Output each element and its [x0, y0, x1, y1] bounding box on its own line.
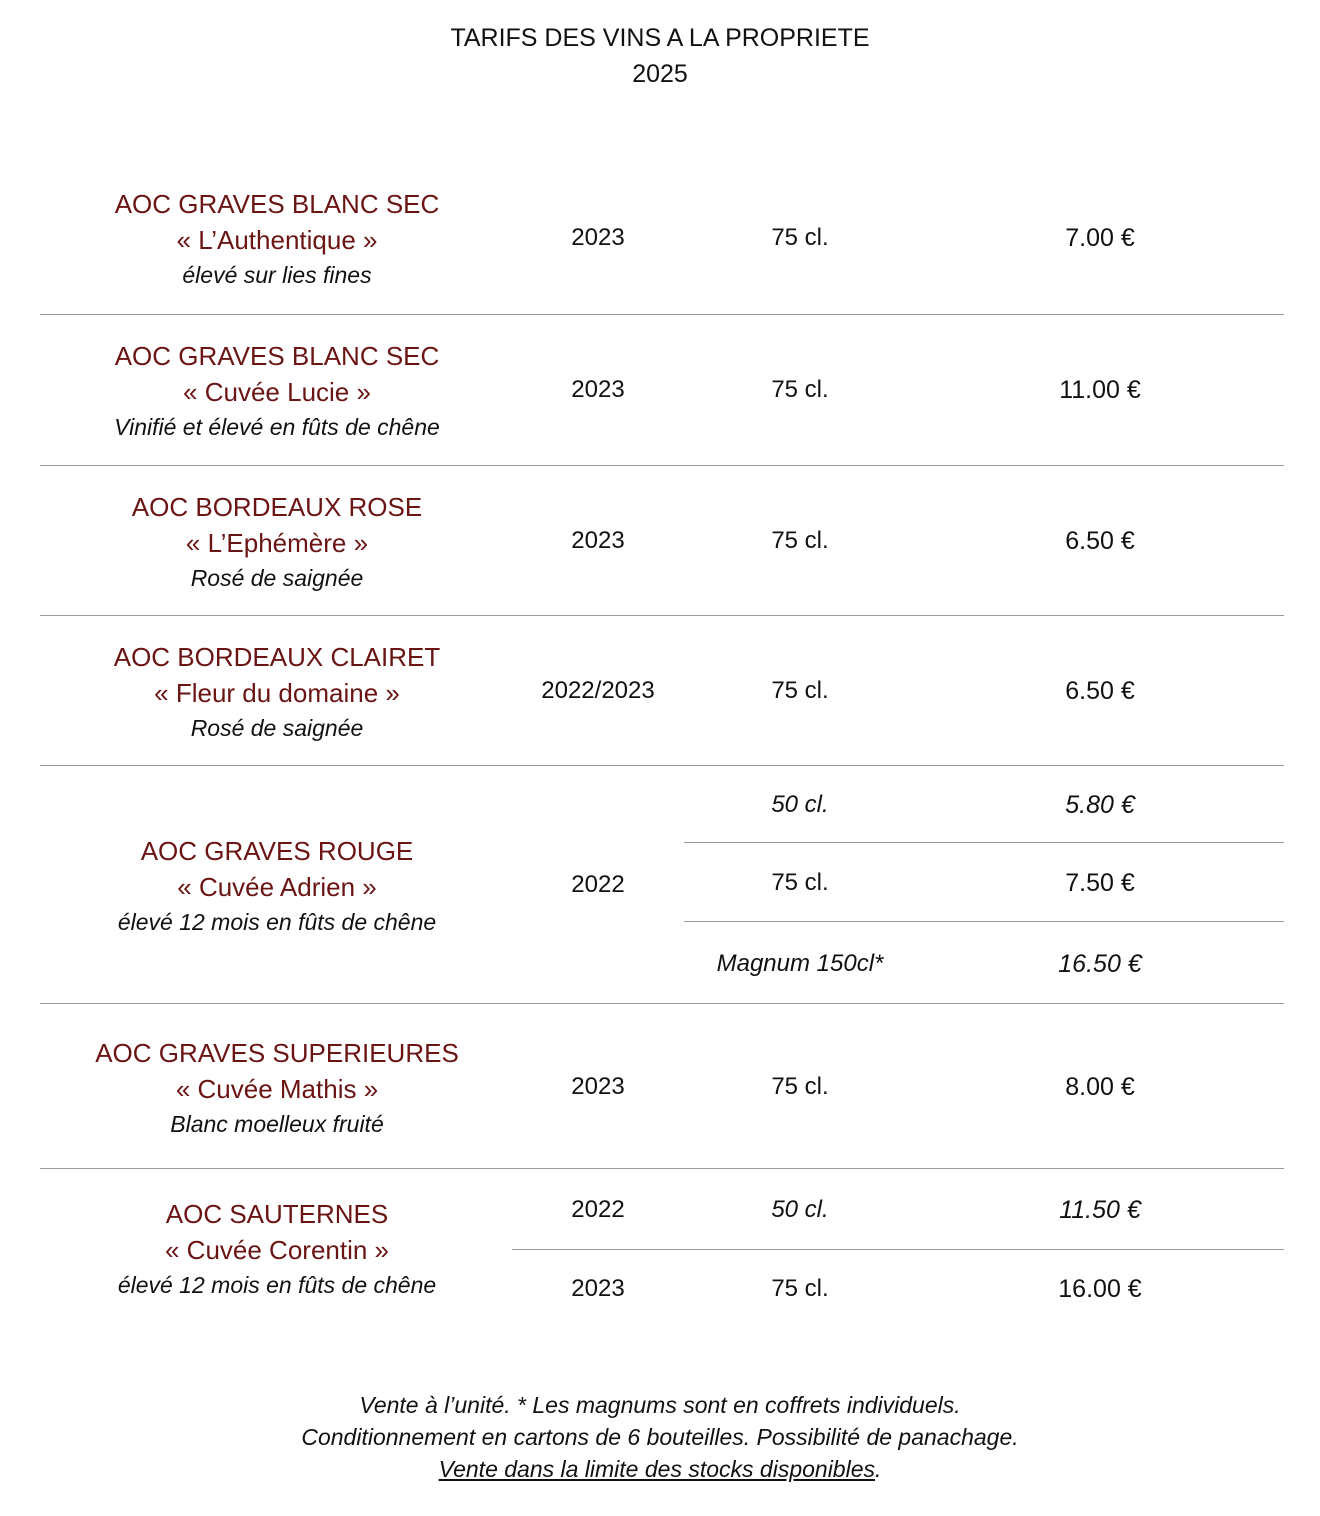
vintage: 2022	[571, 871, 625, 898]
appellation: AOC BORDEAUX CLAIRET	[113, 642, 441, 672]
stock-limit-text: Vente dans la limite des stocks disponibles	[438, 1456, 875, 1482]
row-divider	[40, 1003, 1284, 1004]
volume: 75 cl.	[771, 527, 829, 554]
price: 7.50 €	[1065, 869, 1135, 897]
cuvee-name: « Cuvée Corentin »	[164, 1235, 390, 1265]
appellation: AOC BORDEAUX ROSE	[131, 492, 423, 522]
volume: 75 cl.	[771, 224, 829, 251]
volume: 75 cl.	[771, 1073, 829, 1100]
footer-note-stock	[0, 1456, 1320, 1483]
cuvee-name: « Cuvée Adrien »	[177, 872, 377, 902]
row-divider	[40, 1168, 1284, 1169]
wine-label-lucie	[40, 338, 514, 444]
row-divider	[40, 465, 1284, 466]
wine-description: élevé 12 mois en fûts de chêne	[117, 1272, 437, 1298]
price: 6.50 €	[1065, 677, 1135, 705]
vintage: 2023	[571, 1073, 625, 1100]
wine-description: élevé sur lies fines	[182, 262, 372, 288]
wine-description: Blanc moelleux fruité	[170, 1111, 384, 1137]
volume: 75 cl.	[771, 869, 829, 896]
price: 11.50 €	[1059, 1196, 1141, 1224]
wine-description: élevé 12 mois en fûts de chêne	[117, 909, 437, 935]
footer-note-unit-sale: Vente à l’unité. * Les magnums sont en coffrets individuels.	[359, 1392, 961, 1418]
volume: 75 cl.	[771, 1275, 829, 1302]
price: 7.00 €	[1065, 224, 1135, 252]
volume: 75 cl.	[771, 376, 829, 403]
row-divider	[40, 615, 1284, 616]
price: 8.00 €	[1065, 1073, 1135, 1101]
wine-description: Rosé de saignée	[190, 565, 364, 591]
price: 11.00 €	[1059, 376, 1141, 404]
stock-limit-period: .	[875, 1456, 882, 1482]
appellation: AOC GRAVES SUPERIEURES	[95, 1038, 459, 1068]
wine-label-adrien	[40, 833, 514, 939]
appellation: AOC GRAVES ROUGE	[140, 836, 414, 866]
row-divider	[40, 314, 1284, 315]
appellation: AOC GRAVES BLANC SEC	[114, 341, 440, 371]
page-year: 2025	[632, 60, 688, 88]
vintage: 2022	[571, 1196, 625, 1223]
cuvee-name: « L’Ephémère »	[185, 528, 369, 558]
price: 16.00 €	[1058, 1275, 1142, 1303]
price: 16.50 €	[1058, 950, 1142, 978]
page-title: TARIFS DES VINS A LA PROPRIETE	[450, 24, 870, 52]
wine-label-authentique	[40, 186, 514, 292]
wine-description: Vinifié et élevé en fûts de chêne	[114, 414, 440, 440]
vintage: 2022/2023	[541, 677, 655, 704]
appellation: AOC SAUTERNES	[165, 1199, 389, 1229]
row-divider	[40, 765, 1284, 766]
sub-row-divider	[684, 842, 1284, 843]
wine-label-mathis	[40, 1035, 514, 1141]
cuvee-name: « Cuvée Mathis »	[175, 1074, 379, 1104]
cuvee-name: « L’Authentique »	[176, 225, 378, 255]
wine-description: Rosé de saignée	[190, 715, 364, 741]
footer-note-packaging: Conditionnement en cartons de 6 bouteilles. Possibilité de panachage.	[301, 1424, 1019, 1450]
volume: Magnum 150cl*	[716, 950, 884, 977]
vintage: 2023	[571, 224, 625, 251]
vintage: 2023	[571, 527, 625, 554]
wine-label-fleur-du-domaine	[40, 639, 514, 745]
price: 5.80 €	[1065, 791, 1135, 819]
volume: 50 cl.	[771, 1196, 829, 1223]
vintage: 2023	[571, 376, 625, 403]
appellation: AOC GRAVES BLANC SEC	[114, 189, 440, 219]
volume: 50 cl.	[771, 791, 829, 818]
wine-label-corentin	[40, 1196, 514, 1302]
sub-row-divider	[684, 921, 1284, 922]
cuvee-name: « Cuvée Lucie »	[183, 377, 371, 407]
vintage: 2023	[571, 1275, 625, 1302]
price: 6.50 €	[1065, 527, 1135, 555]
volume: 75 cl.	[771, 677, 829, 704]
sub-row-divider	[512, 1249, 1284, 1250]
wine-label-ephemere	[40, 489, 514, 595]
cuvee-name: « Fleur du domaine »	[154, 678, 400, 708]
